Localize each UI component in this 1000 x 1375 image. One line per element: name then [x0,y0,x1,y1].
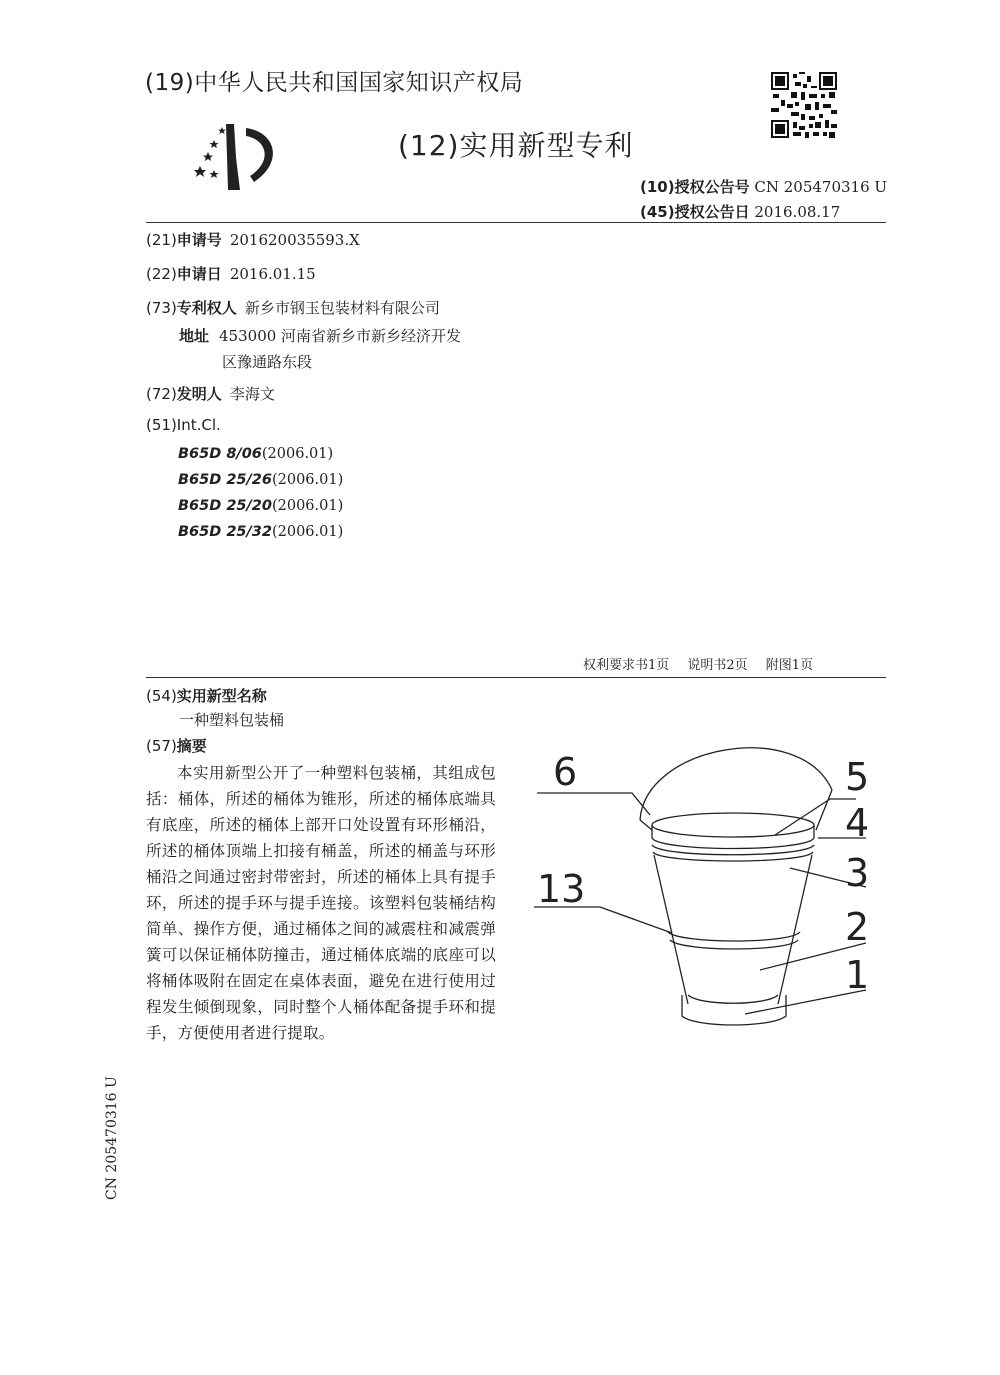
address-field [179,323,461,375]
header-divider [146,222,886,223]
abstract-label: 摘要 [176,737,207,755]
address-line-2: 区豫通路东段 [222,353,313,371]
drawing-label-3: 3 [845,851,870,895]
bucket-body-right [778,855,812,1004]
inventor: 李海文 [229,385,275,403]
ipc-class: B65D 8/06 [178,446,262,462]
filing-date-label: 申请日 [176,265,222,283]
ipc-version: (2006.01) [271,524,344,540]
side-publication-number: CN 205470316 U [104,1076,120,1200]
abstract-field [146,735,215,756]
patentee: 新乡市钢玉包装材料有限公司 [244,299,440,317]
application-number: 201620035593.X [229,231,360,249]
field-code: (51) [146,416,177,434]
handle-side [640,820,652,830]
field-code: (73) [146,299,177,317]
field-code: (22) [146,265,177,283]
application-number-label: 申请号 [176,231,222,249]
inventor-field [146,383,275,404]
publication-number-label: (10)授权公告号 [640,178,750,196]
field-code: (57) [146,737,177,755]
ipc-entry [178,467,343,493]
application-number-field [146,229,360,250]
cnipa-logo-icon [192,122,284,194]
qr-code-icon [771,72,837,138]
body-ring [668,932,800,941]
ipc-entry [178,519,343,545]
ipc-class: B65D 25/20 [178,498,272,514]
body-bottom [688,995,778,1003]
inventor-label: 发明人 [176,385,222,403]
drawing-label-13: 13 [537,867,586,911]
ipc-class: B65D 25/32 [178,524,272,540]
rim-band [652,845,814,855]
address-line-1: 453000 河南省新乡市新乡经济开发 [219,327,462,345]
leader-line-6 [537,793,650,815]
int-cl-field [146,416,221,434]
drawing-label-5: 5 [845,755,870,799]
title-label: 实用新型名称 [176,687,267,705]
ipc-version: (2006.01) [261,446,334,462]
abstract-text: 本实用新型公开了一种塑料包装桶，其组成包括：桶体，所述的桶体为锥形，所述的桶体底端具有底座，所述的桶体上部开口处设置有环形桶沿，所述的桶体顶端上扣接有桶盖，所述的桶盖与环形桶沿之间通过密封带密封，所述的桶体上具有提手环，所述的提手环与提手连接。该塑料包装桶结构简单、操作方便，通过桶体之间的减震柱和减震弹簧可以保证桶体防撞击，通过桶体底端的底座可以将桶体吸附在固定在桌体表面，避免在进行使用过程发生倾倒现象，同时整个人桶体配备提手环和提手，方便使用者进行提取。 [146,764,496,1042]
title-field [146,685,275,706]
publication-date: 2016.08.17 [754,203,841,221]
drawing-label-4: 4 [845,801,870,845]
drawing-label-6: 6 [553,750,578,794]
ipc-version: (2006.01) [271,498,344,514]
handle-side [816,790,832,830]
publication-number-row [640,176,887,197]
publication-date-row [640,201,840,222]
field-code: (21) [146,231,177,249]
patentee-label: 专利权人 [176,299,237,317]
bucket-drawing [530,730,890,1040]
page-counts: 权利要求书1页 说明书2页 附图1页 [583,658,814,673]
filing-date-field [146,263,316,284]
address-label: 地址 [179,327,210,345]
ipc-entry [178,441,343,467]
publication-date-label: (45)授权公告日 [640,203,750,221]
publication-number: CN 205470316 U [754,178,888,196]
field-code: (72) [146,385,177,403]
ipc-entry [178,493,343,519]
issuing-office: (19)中华人民共和国国家知识产权局 [145,70,524,96]
ipc-class: B65D 25/26 [178,472,272,488]
utility-model-title: 一种塑料包装桶 [179,711,285,729]
bucket-body-left [654,855,688,1004]
ipc-version: (2006.01) [271,472,344,488]
document-type: (12)实用新型专利 [398,129,634,162]
patentee-field [146,297,440,318]
int-cl-label: Int.Cl. [176,416,221,434]
rim-band [653,852,813,861]
field-code: (54) [146,687,177,705]
drawing-label-2: 2 [845,905,870,949]
section-divider [146,677,886,678]
drawing-label-1: 1 [845,953,870,997]
bucket-handle [640,748,832,820]
filing-date: 2016.01.15 [229,265,316,283]
ipc-list [178,441,343,545]
